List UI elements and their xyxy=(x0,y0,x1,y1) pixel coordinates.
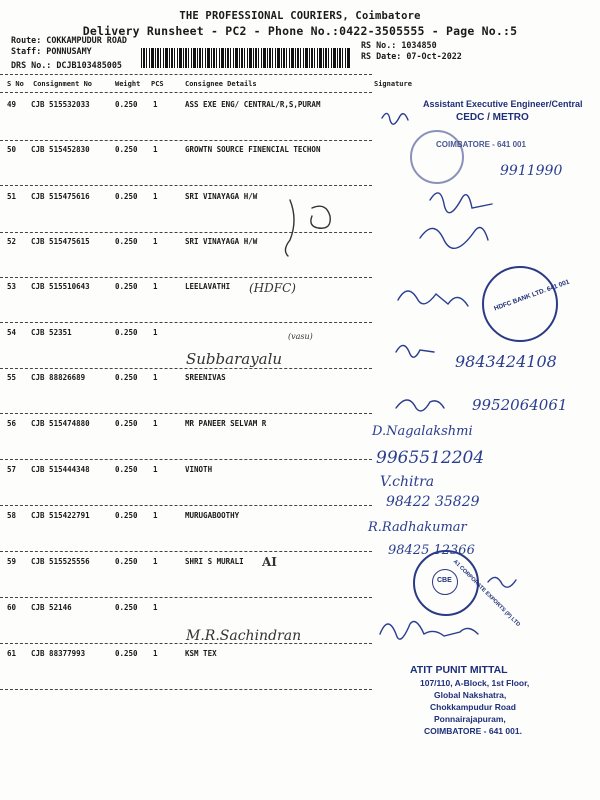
exporter-stamp-ring: A1 CORPORATE EXPORTS (P) LTD xyxy=(451,558,522,629)
handwriting-phone-2: 9843424108 xyxy=(455,352,557,371)
stamp-atit-name: ATIT PUNIT MITTAL xyxy=(410,664,508,676)
rs-date: RS Date: 07-Oct-2022 xyxy=(361,51,462,61)
company-title: THE PROFESSIONAL COURIERS, Coimbatore xyxy=(179,10,421,22)
row-details: KSM TEX xyxy=(185,649,217,658)
exporter-stamp-center: CBE xyxy=(437,577,452,584)
handwriting-sachindran: M.R.Sachindran xyxy=(186,628,302,644)
row-pcs: 1 xyxy=(153,282,158,291)
row-sno: 53 xyxy=(7,282,17,291)
row-sno: 52 xyxy=(7,237,17,246)
handwriting-phone-6: 98425 12366 xyxy=(388,543,475,558)
row-consignment: CJB 515475616 xyxy=(31,192,90,201)
col-signature: Signature xyxy=(374,80,412,88)
rs-number: RS No.: 1034850 xyxy=(361,40,437,50)
stamp-atit-addr2: Global Nakshatra, xyxy=(434,690,507,700)
row-sno: 60 xyxy=(7,603,17,612)
row-weight: 0.250 xyxy=(115,465,138,474)
row-weight: 0.250 xyxy=(115,373,138,382)
stamp-atit-addr5: COIMBATORE - 641 001. xyxy=(424,726,522,736)
handwriting-phone-3: 9952064061 xyxy=(472,396,568,414)
row-consignment: CJB 515422791 xyxy=(31,511,90,520)
route: Route: COKKAMPUDUR ROAD xyxy=(11,35,127,45)
row-pcs: 1 xyxy=(153,373,158,382)
row-details: SRI VINAYAGA H/W xyxy=(185,237,258,246)
handwriting-subbarayalu: Subbarayalu xyxy=(186,350,283,368)
row-weight: 0.250 xyxy=(115,192,138,201)
row-consignment: CJB 515532033 xyxy=(31,100,90,109)
row-consignment: CJB 52146 xyxy=(31,603,72,612)
row-pcs: 1 xyxy=(153,557,158,566)
round-stamp-1 xyxy=(410,130,464,184)
signature-52-b xyxy=(420,228,488,249)
row-details: SHRI S MURALI xyxy=(185,557,244,566)
row-sno: 51 xyxy=(7,192,17,201)
row-pcs: 1 xyxy=(153,328,158,337)
staff: Staff: PONNUSAMY xyxy=(11,46,92,56)
row-weight: 0.250 xyxy=(115,511,138,520)
signature-59 xyxy=(488,577,516,587)
handwriting-ai: AI xyxy=(262,555,277,569)
row-consignment: CJB 515444348 xyxy=(31,465,90,474)
row-weight: 0.250 xyxy=(115,328,138,337)
col-weight: Weight xyxy=(115,80,141,88)
handwriting-phone-1: 9911990 xyxy=(500,163,563,179)
runsheet-title: Delivery Runsheet - PC2 - Phone No.:0422-3505555 - Page No.:5 xyxy=(82,24,518,38)
row-sno: 61 xyxy=(7,649,17,658)
handwriting-vasu: (vasu) xyxy=(288,332,313,341)
row-pcs: 1 xyxy=(153,419,158,428)
row-sno: 50 xyxy=(7,145,17,154)
row-details: GROWTN SOURCE FINENCIAL TECHON xyxy=(185,145,321,154)
row-details: ASS EXE ENG/ CENTRAL/R,S,PURAM xyxy=(185,100,321,109)
round-stamp-bank xyxy=(482,266,558,342)
row-weight: 0.250 xyxy=(115,603,138,612)
row-sno: 55 xyxy=(7,373,17,382)
row-pcs: 1 xyxy=(153,145,158,154)
col-pcs: PCS xyxy=(151,80,164,88)
bank-stamp-text: HDFC BANK LTD. 641 001 xyxy=(493,278,571,313)
handwriting-vchitra: V.chitra xyxy=(380,474,435,490)
signature-52 xyxy=(285,200,294,256)
row-weight: 0.250 xyxy=(115,237,138,246)
row-consignment: CJB 515475615 xyxy=(31,237,90,246)
col-sno: S No xyxy=(7,80,24,88)
handwriting-hdfc: (HDFC) xyxy=(249,281,296,295)
row-consignment: CJB 52351 xyxy=(31,328,72,337)
stamp-aee-title: Assistant Executive Engineer/Central xyxy=(423,99,583,109)
row-consignment: CJB 515525556 xyxy=(31,557,90,566)
row-consignment: CJB 515510643 xyxy=(31,282,90,291)
row-consignment: CJB 88377993 xyxy=(31,649,86,658)
signature-51 xyxy=(430,193,492,213)
row-consignment: CJB 515474880 xyxy=(31,419,90,428)
row-details: SREENIVAS xyxy=(185,373,226,382)
row-pcs: 1 xyxy=(153,603,158,612)
stamp-atit-addr3: Chokkampudur Road xyxy=(430,702,516,712)
stamp-atit-addr1: 107/110, A-Block, 1st Floor, xyxy=(420,678,530,688)
row-weight: 0.250 xyxy=(115,100,138,109)
row-sno: 57 xyxy=(7,465,17,474)
row-sno: 49 xyxy=(7,100,17,109)
stamp-aee-city: COIMBATORE - 641 001 xyxy=(436,140,526,149)
row-sno: 54 xyxy=(7,328,17,337)
row-sno: 59 xyxy=(7,557,17,566)
drs-number: DRS No.: DCJB103485005 xyxy=(11,60,122,70)
row-pcs: 1 xyxy=(153,192,158,201)
row-pcs: 1 xyxy=(153,649,158,658)
row-weight: 0.250 xyxy=(115,649,138,658)
signature-53 xyxy=(398,291,468,306)
signature-55 xyxy=(396,400,444,411)
row-sno: 58 xyxy=(7,511,17,520)
signature-54 xyxy=(396,345,434,357)
row-details: MURUGABOOTHY xyxy=(185,511,240,520)
row-pcs: 1 xyxy=(153,465,158,474)
handwriting-radhakumar: R.Radhakumar xyxy=(368,520,467,535)
row-consignment: CJB 88826689 xyxy=(31,373,86,382)
row-details: MR PANEER SELVAM R xyxy=(185,419,267,428)
col-consignment: Consignment No xyxy=(33,80,93,88)
stamp-atit-addr4: Ponnairajapuram, xyxy=(434,714,506,724)
col-details: Consignee Details xyxy=(185,80,257,88)
row-weight: 0.250 xyxy=(115,145,138,154)
row-details: LEELAVATHI xyxy=(185,282,231,291)
row-sno: 56 xyxy=(7,419,17,428)
row-consignment: CJB 515452830 xyxy=(31,145,90,154)
signature-52-loop xyxy=(311,206,330,228)
row-weight: 0.250 xyxy=(115,282,138,291)
row-weight: 0.250 xyxy=(115,419,138,428)
row-pcs: 1 xyxy=(153,237,158,246)
row-pcs: 1 xyxy=(153,511,158,520)
handwriting-nagalakshmi: D.Nagalakshmi xyxy=(372,424,473,439)
row-details: VINOTH xyxy=(185,465,213,474)
row-weight: 0.250 xyxy=(115,557,138,566)
signature-60 xyxy=(380,622,478,640)
stamp-aee-dept: CEDC / METRO xyxy=(456,112,529,123)
handwriting-phone-4: 9965512204 xyxy=(376,448,485,468)
row-pcs: 1 xyxy=(153,100,158,109)
row-details: SRI VINAYAGA H/W xyxy=(185,192,258,201)
handwriting-phone-5: 98422 35829 xyxy=(386,494,480,510)
signature-49 xyxy=(382,113,408,124)
